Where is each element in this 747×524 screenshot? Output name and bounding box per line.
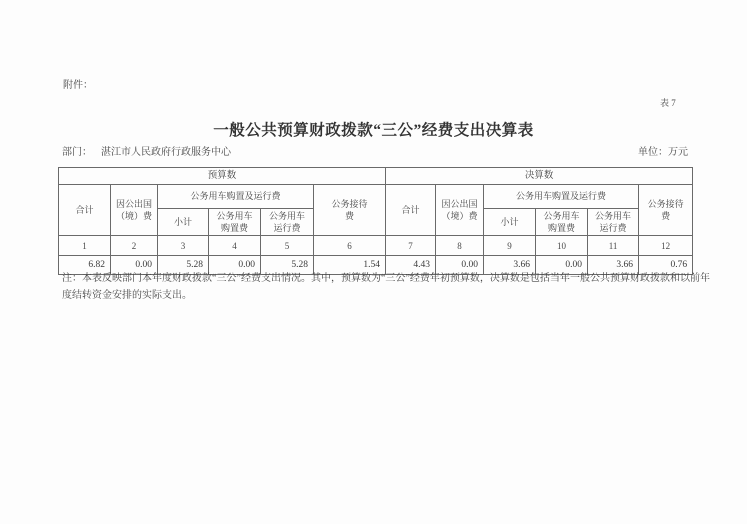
footnote: 注：本表反映部门本年度财政拨款“三公”经费支出情况。其中，预算数为“三公”经费年初预算数，决算数是包括当年一般公共预算财政拨款和以前年度结转资金安排的实际支出。	[62, 273, 710, 301]
column-number-row	[59, 236, 693, 256]
col-number: 3	[158, 236, 209, 256]
th-final-vehicle-group: 公务用车购置及运行费	[484, 185, 639, 209]
col-number: 4	[209, 236, 261, 256]
section-final: 决算数	[386, 168, 693, 185]
value-final-vehicle-operation: 3.66	[588, 256, 639, 275]
col-number: 9	[484, 236, 536, 256]
attachment-label: 附件：	[63, 80, 93, 91]
value-final-reception: 0.76	[639, 256, 693, 275]
th-final-vehicle-purchase: 公务用车购置费	[536, 209, 588, 236]
value-final-abroad: 0.00	[436, 256, 484, 275]
three-public-expense-table	[58, 167, 693, 275]
th-final-reception: 公务接待费	[639, 185, 693, 236]
section-budget: 预算数	[59, 168, 386, 185]
table-number: 表 7	[660, 98, 676, 108]
value-budget-abroad: 0.00	[111, 256, 158, 275]
th-budget-abroad: 因公出国（境）费	[111, 185, 158, 236]
header-row-1	[59, 185, 693, 209]
col-number: 8	[436, 236, 484, 256]
col-number: 12	[639, 236, 693, 256]
department-line	[62, 143, 231, 158]
col-number: 6	[314, 236, 386, 256]
section-header-row	[59, 168, 693, 185]
value-budget-vehicle-operation: 5.28	[261, 256, 314, 275]
col-number: 5	[261, 236, 314, 256]
value-final-total: 4.43	[386, 256, 436, 275]
col-number: 2	[111, 236, 158, 256]
col-number: 10	[536, 236, 588, 256]
th-budget-reception: 公务接待费	[314, 185, 386, 236]
th-budget-vehicle-operation: 公务用车运行费	[261, 209, 314, 236]
unit-label: 单位：万元	[638, 147, 688, 158]
th-final-abroad: 因公出国（境）费	[436, 185, 484, 236]
page-title: 一般公共预算财政拨款“三公”经费支出决算表	[213, 122, 534, 139]
value-budget-total: 6.82	[59, 256, 111, 275]
value-final-vehicle-purchase: 0.00	[536, 256, 588, 275]
th-final-vehicle-operation: 公务用车运行费	[588, 209, 639, 236]
col-number: 7	[386, 236, 436, 256]
col-number: 11	[588, 236, 639, 256]
department-name: 湛江市人民政府行政服务中心	[101, 147, 231, 158]
th-budget-vehicle-group: 公务用车购置及运行费	[158, 185, 314, 209]
th-budget-vehicle-purchase: 公务用车购置费	[209, 209, 261, 236]
th-budget-subtotal: 小计	[158, 209, 209, 236]
value-budget-vehicle-purchase: 0.00	[209, 256, 261, 275]
col-number: 1	[59, 236, 111, 256]
department-label: 部门：	[62, 147, 92, 158]
value-final-subtotal: 3.66	[484, 256, 536, 275]
th-budget-total: 合计	[59, 185, 111, 236]
value-budget-subtotal: 5.28	[158, 256, 209, 275]
value-budget-reception: 1.54	[314, 256, 386, 275]
th-final-total: 合计	[386, 185, 436, 236]
th-final-subtotal: 小计	[484, 209, 536, 236]
